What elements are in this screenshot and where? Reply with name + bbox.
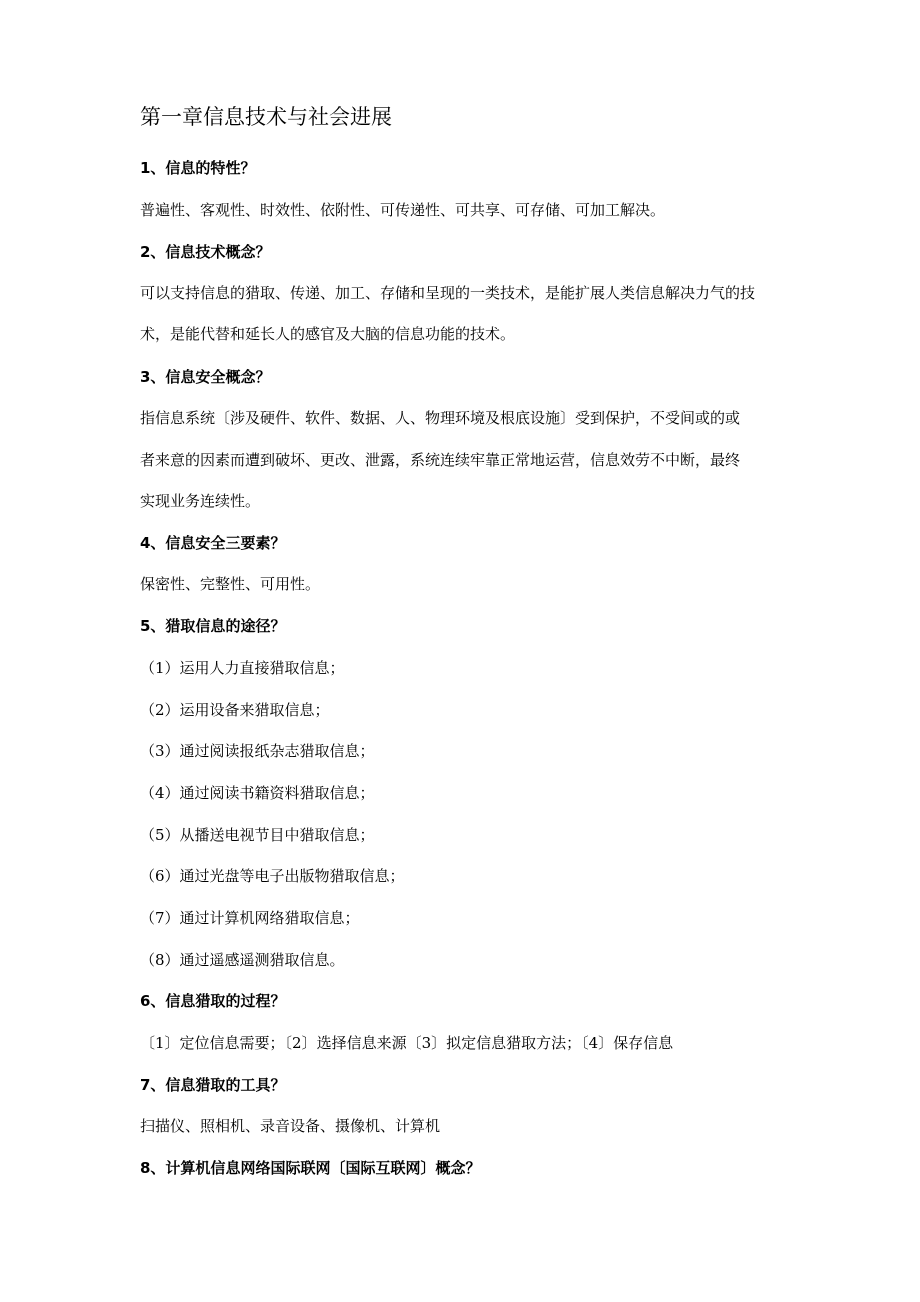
answer-2-line-2: 术，是能代替和延长人的感官及大脑的信息功能的技术。	[140, 325, 516, 343]
question-4: 4、信息安全三要素？	[140, 534, 286, 552]
question-7: 7、信息猎取的工具？	[140, 1076, 286, 1094]
question-6: 6、信息猎取的过程？	[140, 992, 286, 1010]
list-item: （1）运用人力直接猎取信息；	[140, 659, 345, 677]
answer-3-line-2: 者来意的因素而遭到破坏、更改、泄露，系统连续牢靠正常地运营，信息效劳不中断，最终	[140, 451, 741, 469]
answer-7: 扫描仪、照相机、录音设备、摄像机、计算机	[140, 1117, 441, 1135]
list-item: （6）通过光盘等电子出版物猎取信息；	[140, 867, 405, 885]
question-3: 3、信息安全概念？	[140, 368, 271, 386]
answer-1: 普遍性、客观性、时效性、依附性、可传递性、可共享、可存储、可加工解决。	[140, 201, 666, 219]
list-item: （7）通过计算机网络猎取信息；	[140, 909, 360, 927]
answer-4: 保密性、完整性、可用性。	[140, 575, 321, 593]
chapter-title: 第一章信息技术与社会进展	[140, 105, 392, 129]
list-item: （4）通过阅读书籍资料猎取信息；	[140, 784, 375, 802]
list-item: （8）通过遥感遥测猎取信息。	[140, 951, 345, 969]
answer-6: 〔1〕定位信息需要；〔2〕选择信息来源〔3〕拟定信息猎取方法；〔4〕保存信息	[140, 1034, 674, 1052]
answer-3-line-3: 实现业务连续性。	[140, 492, 261, 510]
answer-2-line-1: 可以支持信息的猎取、传递、加工、存储和呈现的一类技术，是能扩展人类信息解决力气的技	[140, 284, 756, 302]
question-2: 2、信息技术概念？	[140, 243, 271, 261]
list-item: （3）通过阅读报纸杂志猎取信息；	[140, 742, 375, 760]
question-8: 8、计算机信息网络国际联网〔国际互联网〕概念？	[140, 1159, 481, 1177]
list-item: （2）运用设备来猎取信息；	[140, 701, 330, 719]
answer-3-line-1: 指信息系统〔涉及硬件、软件、数据、人、物理环境及根底设施〕受到保护，不受间或的或	[140, 409, 741, 427]
question-1: 1、信息的特性？	[140, 159, 256, 177]
question-5: 5、猎取信息的途径？	[140, 617, 286, 635]
list-item: （5）从播送电视节目中猎取信息；	[140, 826, 375, 844]
